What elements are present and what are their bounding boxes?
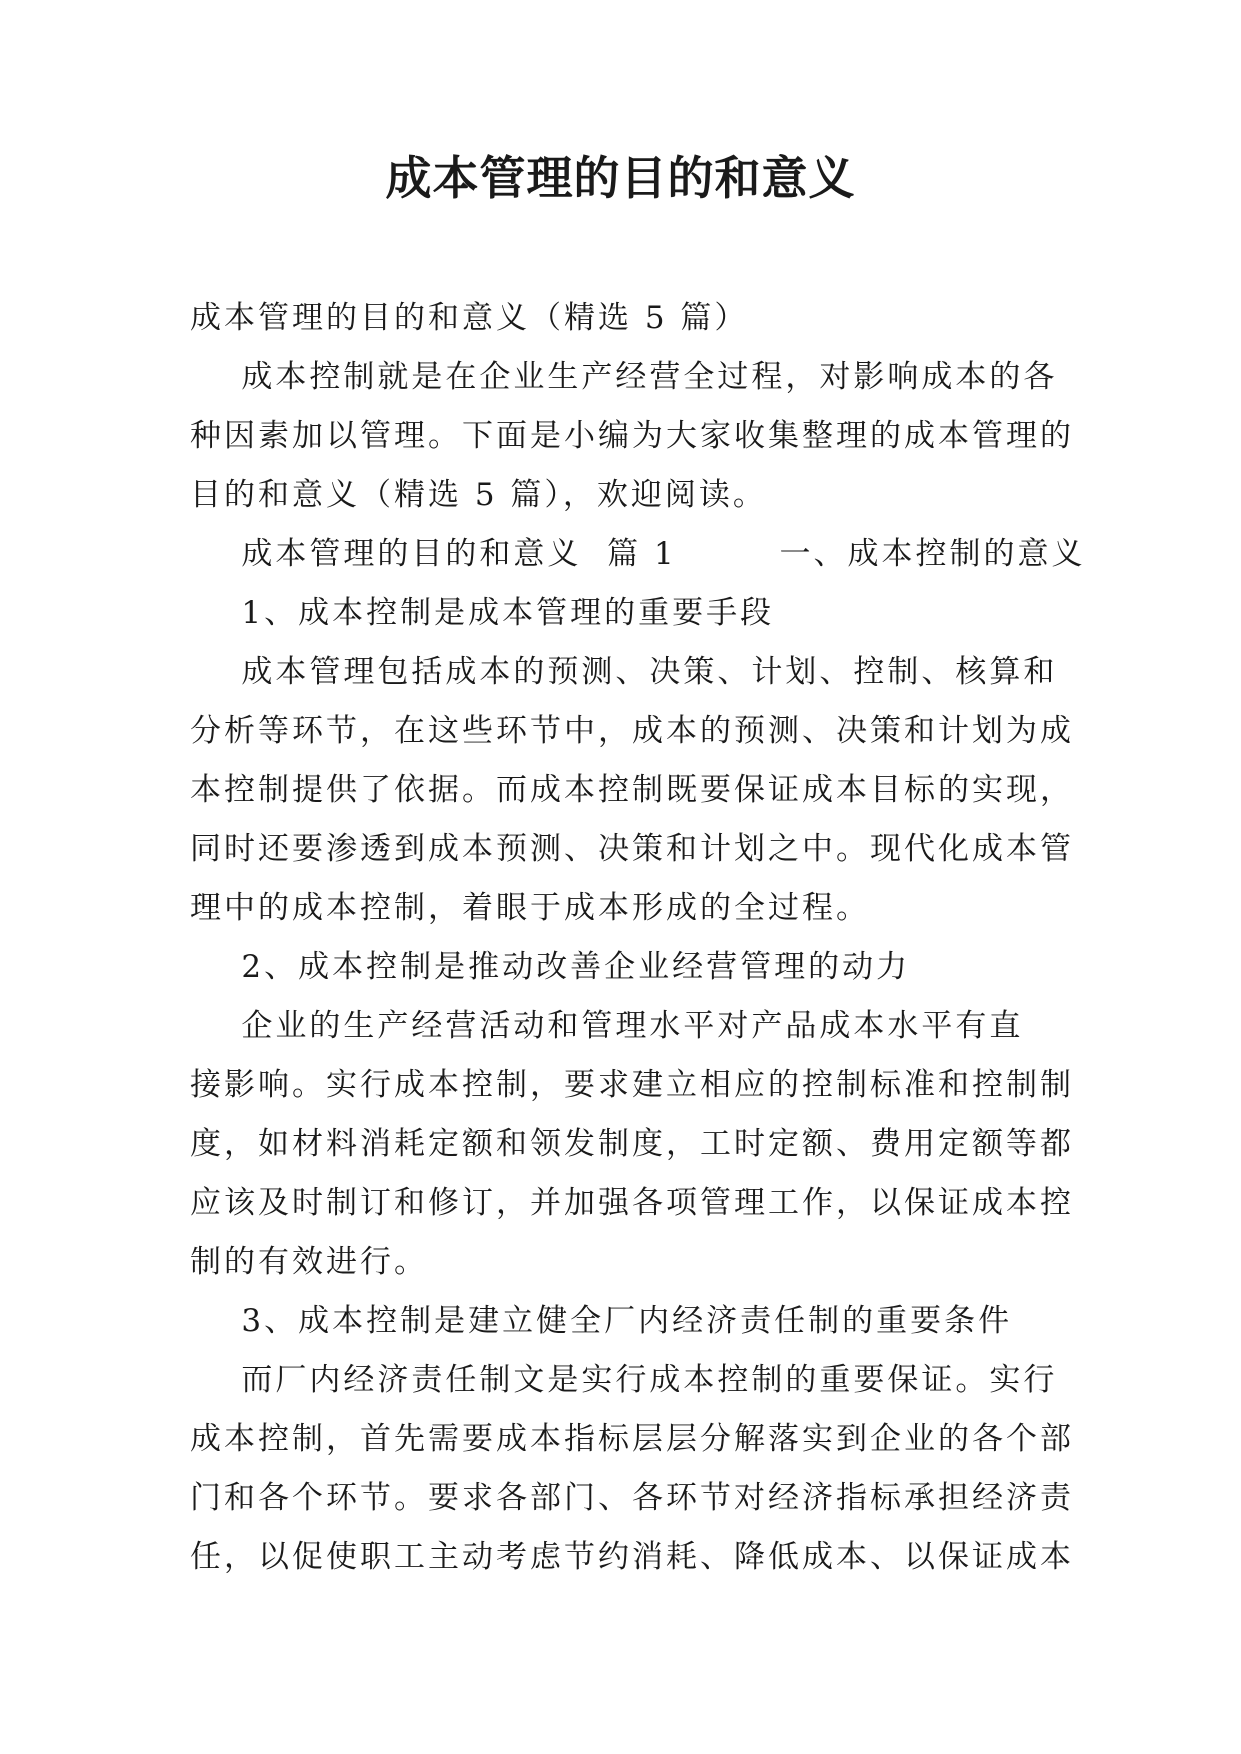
text-line: 成本管理的目的和意义 篇 1 一、成本控制的意义 xyxy=(190,536,1086,572)
text-line: 目的和意义（精选 5 篇），欢迎阅读。 xyxy=(190,477,767,513)
text-line: 度，如材料消耗定额和领发制度，工时定额、费用定额等都 xyxy=(190,1126,1074,1162)
text-line: 成本管理包括成本的预测、决策、计划、控制、核算和 xyxy=(190,654,1058,690)
text-line: 制的有效进行。 xyxy=(190,1244,428,1280)
text-line: 3、成本控制是建立健全厂内经济责任制的重要条件 xyxy=(190,1303,1013,1339)
text-line: 接影响。实行成本控制，要求建立相应的控制标准和控制制 xyxy=(190,1067,1074,1103)
text-line: 2、成本控制是推动改善企业经营管理的动力 xyxy=(190,949,911,985)
text-line: 分析等环节，在这些环节中，成本的预测、决策和计划为成 xyxy=(190,713,1074,749)
text-line: 本控制提供了依据。而成本控制既要保证成本目标的实现， xyxy=(190,772,1074,808)
text-line: 应该及时制订和修订，并加强各项管理工作，以保证成本控 xyxy=(190,1185,1074,1221)
text-line: 企业的生产经营活动和管理水平对产品成本水平有直 xyxy=(190,1008,1024,1044)
text-line: 成本控制，首先需要成本指标层层分解落实到企业的各个部 xyxy=(190,1421,1074,1457)
text-line: 同时还要渗透到成本预测、决策和计划之中。现代化成本管 xyxy=(190,831,1074,867)
text-line: 门和各个环节。要求各部门、各环节对经济指标承担经济责 xyxy=(190,1480,1074,1516)
text-line: 1、成本控制是成本管理的重要手段 xyxy=(190,595,775,631)
text-line: 种因素加以管理。下面是小编为大家收集整理的成本管理的 xyxy=(190,418,1074,454)
text-line: 成本控制就是在企业生产经营全过程，对影响成本的各 xyxy=(190,359,1058,395)
text-line: 理中的成本控制，着眼于成本形成的全过程。 xyxy=(190,890,870,926)
text-line: 而厂内经济责任制文是实行成本控制的重要保证。实行 xyxy=(190,1362,1058,1398)
document-title: 成本管理的目的和意义 xyxy=(385,151,856,205)
text-line: 成本管理的目的和意义（精选 5 篇） xyxy=(190,300,749,336)
text-line: 任，以促使职工主动考虑节约消耗、降低成本、以保证成本 xyxy=(190,1539,1074,1575)
